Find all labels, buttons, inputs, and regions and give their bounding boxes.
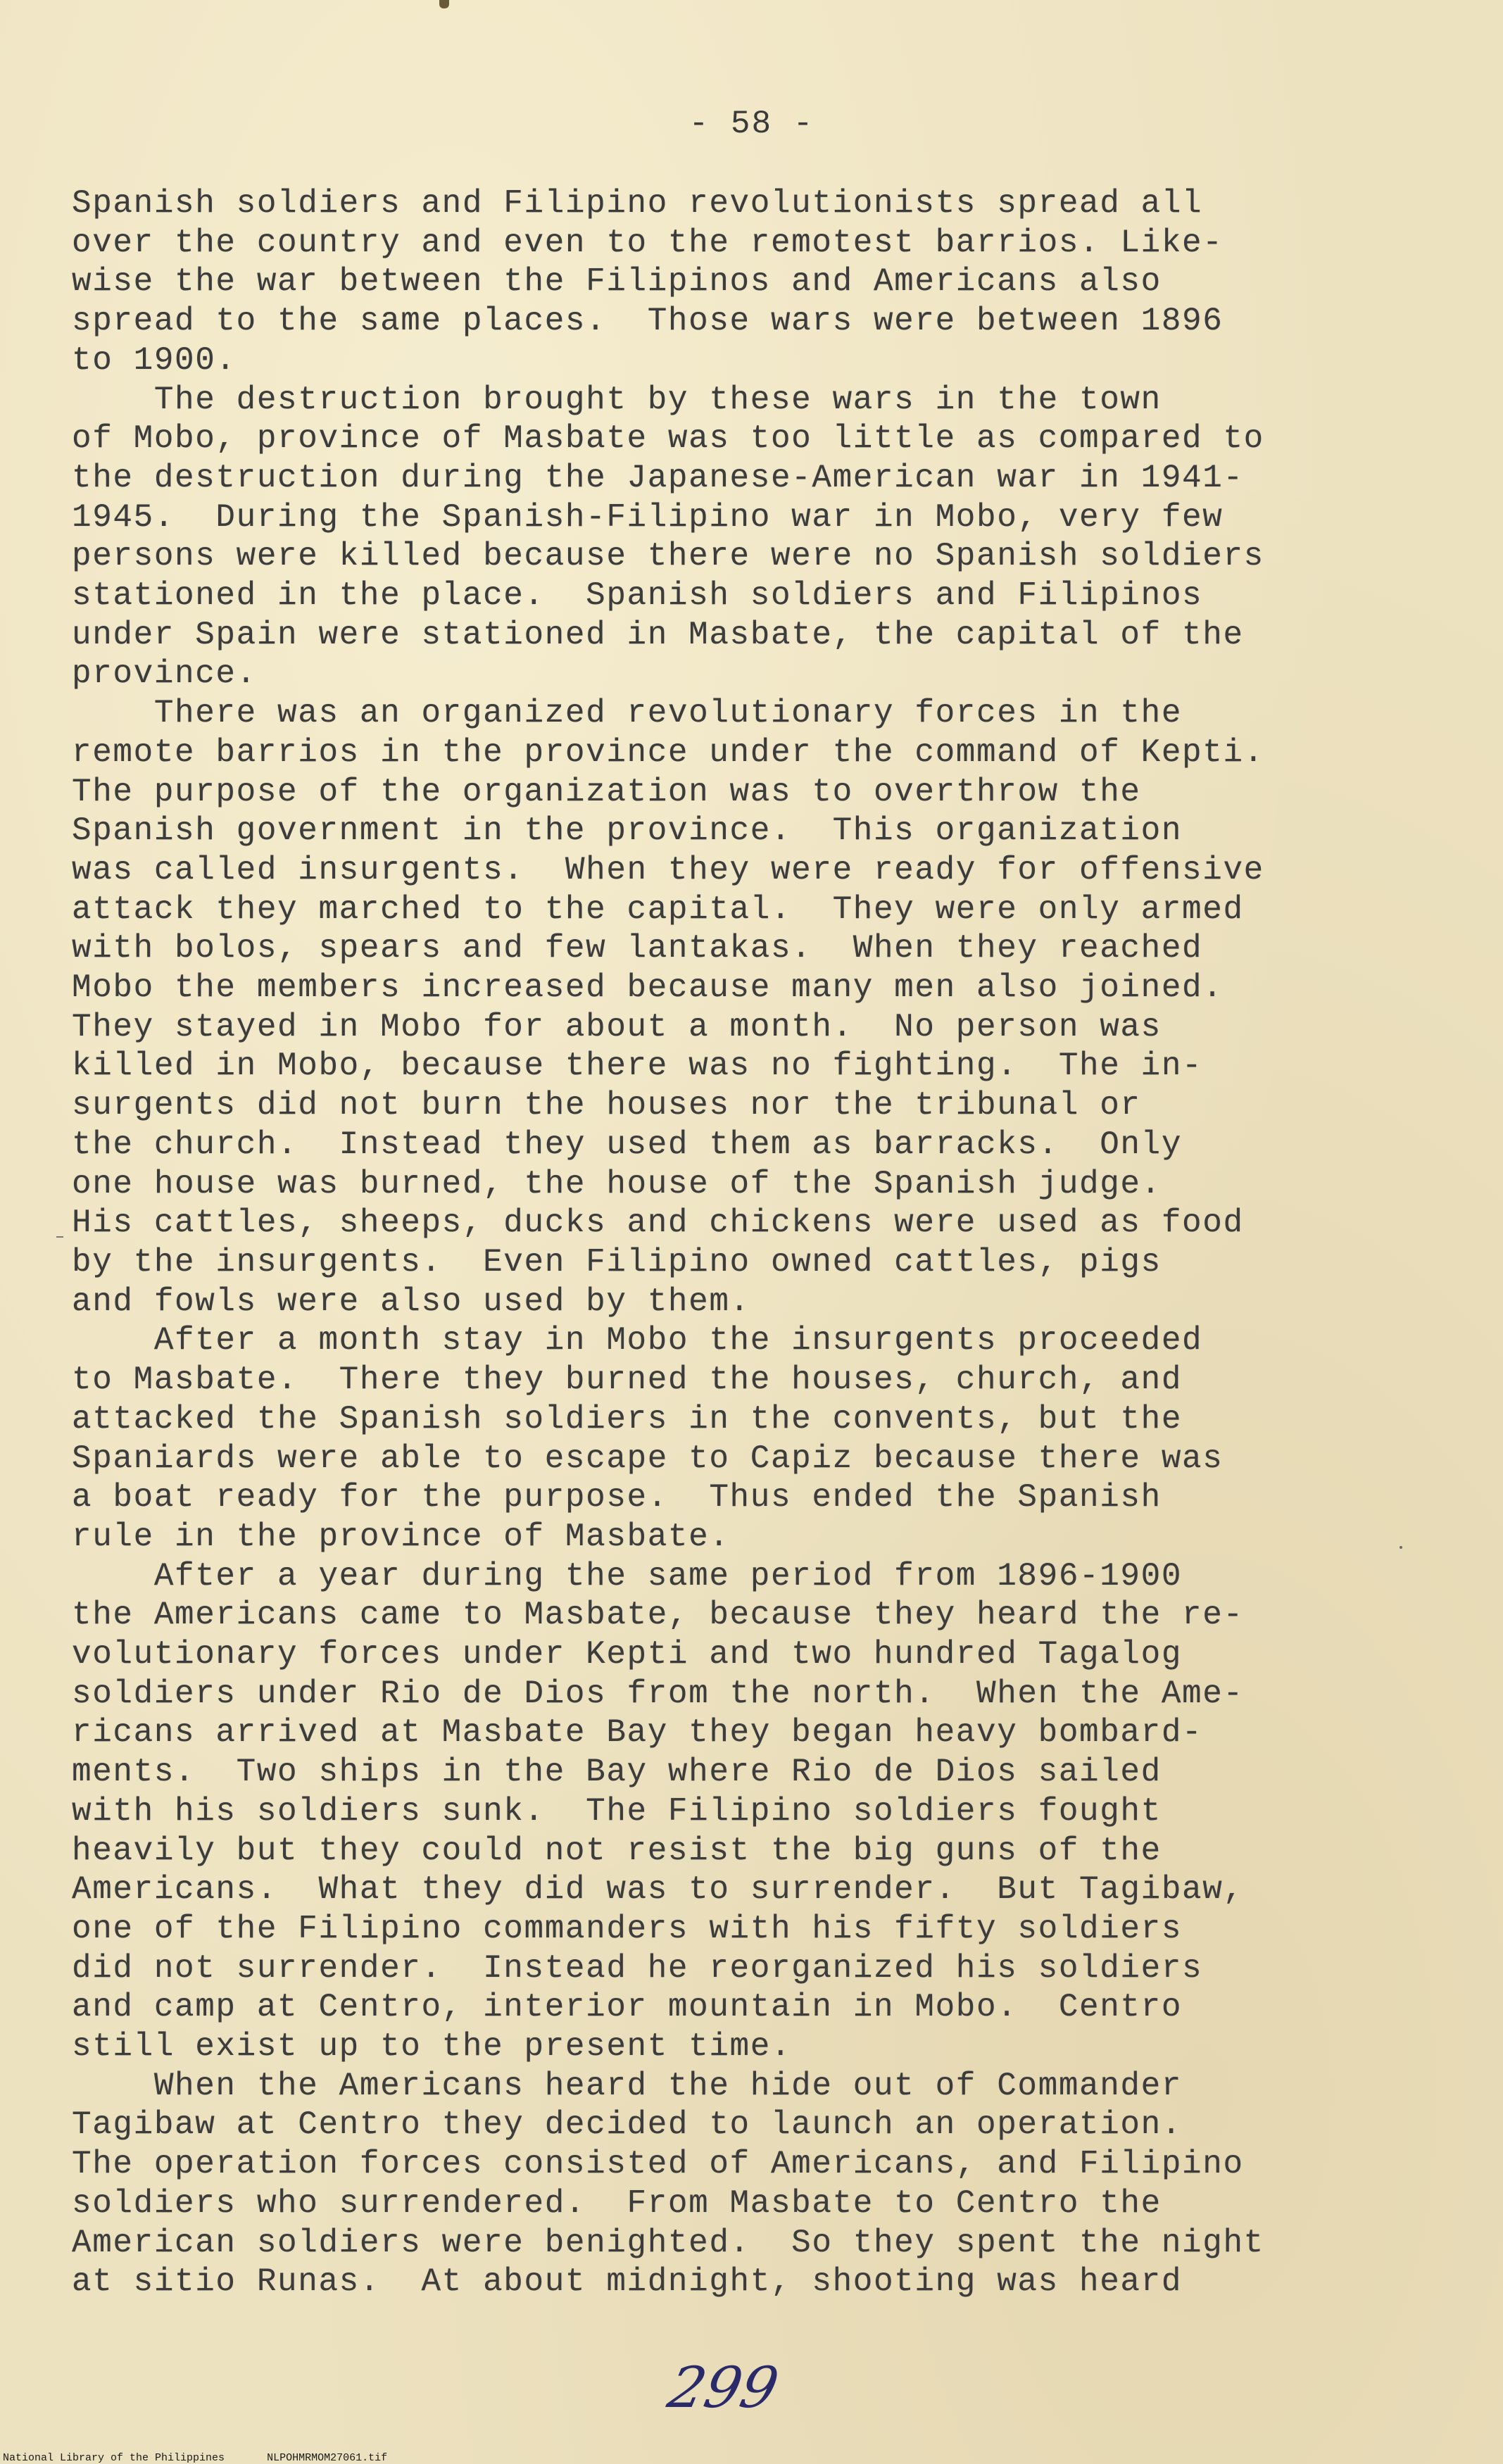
text-line: and fowls were also used by them. xyxy=(72,1283,750,1320)
text-line: over the country and even to the remotest barrios. Like- xyxy=(72,224,1224,261)
text-line: volutionary forces under Kepti and two hundred Tagalog xyxy=(72,1636,1183,1673)
text-line: of Mobo, province of Masbate was too little as compared to xyxy=(72,420,1264,458)
text-line: with bolos, spears and few lantakas. When they reached xyxy=(72,930,1203,967)
handwritten-page-number: 299 xyxy=(662,2355,784,2420)
text-line: the destruction during the Japanese-American war in 1941- xyxy=(72,459,1244,496)
text-line: soldiers under Rio de Dios from the north. When the Ame- xyxy=(72,1675,1244,1712)
text-line: 1945. During the Spanish-Filipino war in Mobo, very few xyxy=(72,498,1224,536)
text-line: and camp at Centro, interior mountain in Mobo. Centro xyxy=(72,1989,1183,2026)
text-line: the Americans came to Masbate, because they heard the re- xyxy=(72,1597,1244,1634)
text-line: When the Americans heard the hide out of Commander xyxy=(72,2067,1183,2104)
text-line: The operation forces consisted of Americans, and Filipino xyxy=(72,2146,1244,2183)
text-line: attacked the Spanish soldiers in the convents, but the xyxy=(72,1400,1183,1438)
text-line: under Spain were stationed in Masbate, the capital of the xyxy=(72,616,1244,653)
text-line: to 1900. xyxy=(72,341,237,379)
text-line: the church. Instead they used them as barracks. Only xyxy=(72,1126,1183,1163)
text-line: After a year during the same period from 1896-1900 xyxy=(72,1557,1183,1595)
footer-bar xyxy=(0,2451,1503,2464)
text-line: stationed in the place. Spanish soldiers and Filipinos xyxy=(72,577,1203,615)
text-line: wise the war between the Filipinos and Americans also xyxy=(72,263,1162,301)
text-line: still exist up to the present time. xyxy=(72,2028,792,2066)
typewritten-body xyxy=(72,184,1452,2302)
text-line: to Masbate. There they burned the houses, church, and xyxy=(72,1362,1183,1399)
margin-mark xyxy=(56,1236,63,1238)
text-line: rule in the province of Masbate. xyxy=(72,1518,730,1555)
text-line: persons were killed because there were no Spanish soldiers xyxy=(72,538,1264,575)
footer-library-name: National Library of the Philippines xyxy=(3,2451,225,2464)
text-line: ricans arrived at Masbate Bay they began heavy bombard- xyxy=(72,1714,1203,1752)
text-line: with his soldiers sunk. The Filipino soldiers fought xyxy=(72,1792,1162,1830)
text-line: did not surrender. Instead he reorganized his soldiers xyxy=(72,1949,1203,1987)
text-line: heavily but they could not resist the big guns of the xyxy=(72,1832,1162,1869)
margin-dot xyxy=(1400,1546,1402,1549)
text-line: province. xyxy=(72,655,257,693)
text-line: surgents did not burn the houses nor the tribunal or xyxy=(72,1087,1141,1124)
text-line: There was an organized revolutionary forces in the xyxy=(72,695,1183,732)
text-line: a boat ready for the purpose. Thus ended the Spanish xyxy=(72,1479,1162,1516)
text-line: His cattles, sheeps, ducks and chickens were used as food xyxy=(72,1205,1244,1242)
page-number: - 58 - xyxy=(688,106,815,142)
text-line: killed in Mobo, because there was no fighting. The in- xyxy=(72,1048,1203,1085)
text-line: by the insurgents. Even Filipino owned cattles, pigs xyxy=(72,1243,1162,1281)
text-line: The purpose of the organization was to overthrow the xyxy=(72,773,1141,810)
text-line: They stayed in Mobo for about a month. No person was xyxy=(72,1008,1162,1045)
footer-file-id: NLPOHMRMOM27061.tif xyxy=(267,2451,388,2464)
punch-mark xyxy=(439,0,449,8)
text-line: remote barrios in the province under the command of Kepti. xyxy=(72,734,1264,771)
text-line: was called insurgents. When they were ready for offensive xyxy=(72,851,1264,888)
text-line: one of the Filipino commanders with his fifty soldiers xyxy=(72,1910,1183,1947)
text-line: soldiers who surrendered. From Masbate to Centro the xyxy=(72,2185,1162,2222)
text-line: Spanish government in the province. This organization xyxy=(72,812,1183,850)
text-line: one house was burned, the house of the Spanish judge. xyxy=(72,1165,1162,1202)
text-line: Tagibaw at Centro they decided to launch an operation. xyxy=(72,2106,1183,2144)
text-line: Mobo the members increased because many men also joined. xyxy=(72,969,1224,1007)
text-line: After a month stay in Mobo the insurgents proceeded xyxy=(72,1322,1203,1359)
text-line: Spaniards were able to escape to Capiz because there was xyxy=(72,1440,1224,1477)
text-line: ments. Two ships in the Bay where Rio de Dios sailed xyxy=(72,1754,1162,1791)
text-line: at sitio Runas. At about midnight, shooting was heard xyxy=(72,2263,1183,2301)
text-line: spread to the same places. Those wars were between 1896 xyxy=(72,303,1224,340)
text-line: The destruction brought by these wars in the town xyxy=(72,381,1162,418)
text-line: Americans. What they did was to surrender. But Tagibaw, xyxy=(72,1871,1244,1909)
text-line: Spanish soldiers and Filipino revolutionists spread all xyxy=(72,185,1203,222)
text-line: attack they marched to the capital. They were only armed xyxy=(72,891,1244,928)
text-line: American soldiers were benighted. So they spent the night xyxy=(72,2224,1264,2261)
